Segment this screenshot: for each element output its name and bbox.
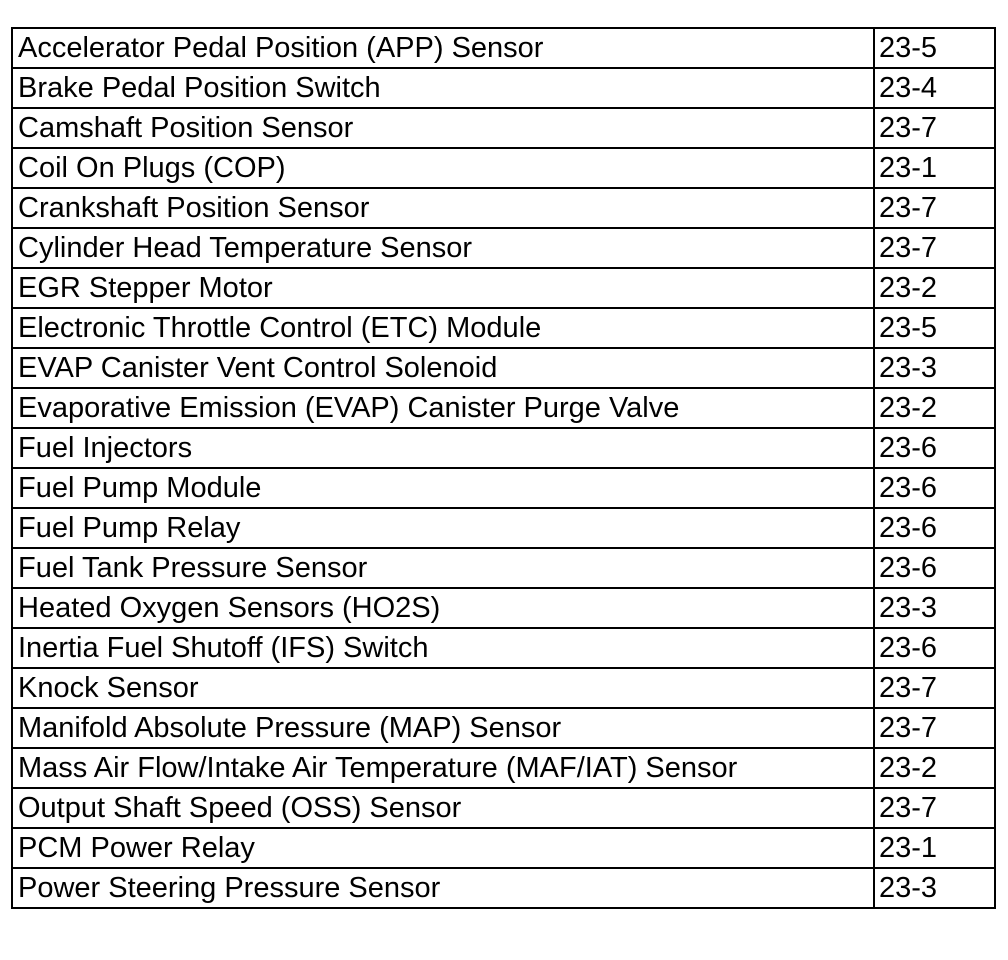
table-row [12, 428, 995, 468]
component-name-cell: EGR Stepper Motor [12, 268, 874, 308]
page-reference-cell: 23-5 [874, 308, 995, 348]
table-row [12, 748, 995, 788]
component-name-cell: EVAP Canister Vent Control Solenoid [12, 348, 874, 388]
component-name-cell: Camshaft Position Sensor [12, 108, 874, 148]
page-reference-cell: 23-3 [874, 348, 995, 388]
table-row [12, 828, 995, 868]
table-row [12, 628, 995, 668]
table-row [12, 148, 995, 188]
component-name-cell: Crankshaft Position Sensor [12, 188, 874, 228]
component-name-cell: Evaporative Emission (EVAP) Canister Purge Valve [12, 388, 874, 428]
component-name-cell: Electronic Throttle Control (ETC) Module [12, 308, 874, 348]
component-location-table [11, 27, 996, 909]
component-name-cell: Power Steering Pressure Sensor [12, 868, 874, 908]
table-row [12, 468, 995, 508]
component-name-cell: Fuel Pump Module [12, 468, 874, 508]
page-reference-cell: 23-7 [874, 668, 995, 708]
table-row [12, 868, 995, 908]
page-reference-cell: 23-5 [874, 28, 995, 68]
table-row [12, 108, 995, 148]
page-reference-cell: 23-6 [874, 508, 995, 548]
table-row [12, 348, 995, 388]
component-name-cell: Manifold Absolute Pressure (MAP) Sensor [12, 708, 874, 748]
component-name-cell: Accelerator Pedal Position (APP) Sensor [12, 28, 874, 68]
component-name-cell: PCM Power Relay [12, 828, 874, 868]
page-reference-cell: 23-4 [874, 68, 995, 108]
page-reference-cell: 23-7 [874, 228, 995, 268]
page-reference-cell: 23-1 [874, 148, 995, 188]
table-row [12, 508, 995, 548]
page-reference-cell: 23-6 [874, 428, 995, 468]
page-reference-cell: 23-2 [874, 268, 995, 308]
table-body [12, 28, 995, 908]
page-reference-cell: 23-7 [874, 188, 995, 228]
component-name-cell: Inertia Fuel Shutoff (IFS) Switch [12, 628, 874, 668]
component-name-cell: Coil On Plugs (COP) [12, 148, 874, 188]
page-reference-cell: 23-2 [874, 748, 995, 788]
table-row [12, 708, 995, 748]
page-reference-cell: 23-3 [874, 868, 995, 908]
component-name-cell: Fuel Tank Pressure Sensor [12, 548, 874, 588]
component-name-cell: Mass Air Flow/Intake Air Temperature (MAF/IAT) Sensor [12, 748, 874, 788]
page-reference-cell: 23-2 [874, 388, 995, 428]
table-row [12, 788, 995, 828]
table-row [12, 548, 995, 588]
page-reference-cell: 23-6 [874, 468, 995, 508]
component-name-cell: Knock Sensor [12, 668, 874, 708]
component-name-cell: Cylinder Head Temperature Sensor [12, 228, 874, 268]
table-row [12, 388, 995, 428]
component-name-cell: Brake Pedal Position Switch [12, 68, 874, 108]
table-row [12, 68, 995, 108]
page-reference-cell: 23-7 [874, 788, 995, 828]
table-row [12, 228, 995, 268]
component-name-cell: Fuel Pump Relay [12, 508, 874, 548]
page-reference-cell: 23-7 [874, 108, 995, 148]
table-row [12, 188, 995, 228]
component-name-cell: Heated Oxygen Sensors (HO2S) [12, 588, 874, 628]
page-reference-cell: 23-7 [874, 708, 995, 748]
table-row [12, 308, 995, 348]
table-row [12, 268, 995, 308]
page-reference-cell: 23-1 [874, 828, 995, 868]
component-name-cell: Output Shaft Speed (OSS) Sensor [12, 788, 874, 828]
table-row [12, 28, 995, 68]
component-name-cell: Fuel Injectors [12, 428, 874, 468]
page-reference-cell: 23-6 [874, 628, 995, 668]
table-row [12, 668, 995, 708]
table-row [12, 588, 995, 628]
page-reference-cell: 23-6 [874, 548, 995, 588]
page-reference-cell: 23-3 [874, 588, 995, 628]
